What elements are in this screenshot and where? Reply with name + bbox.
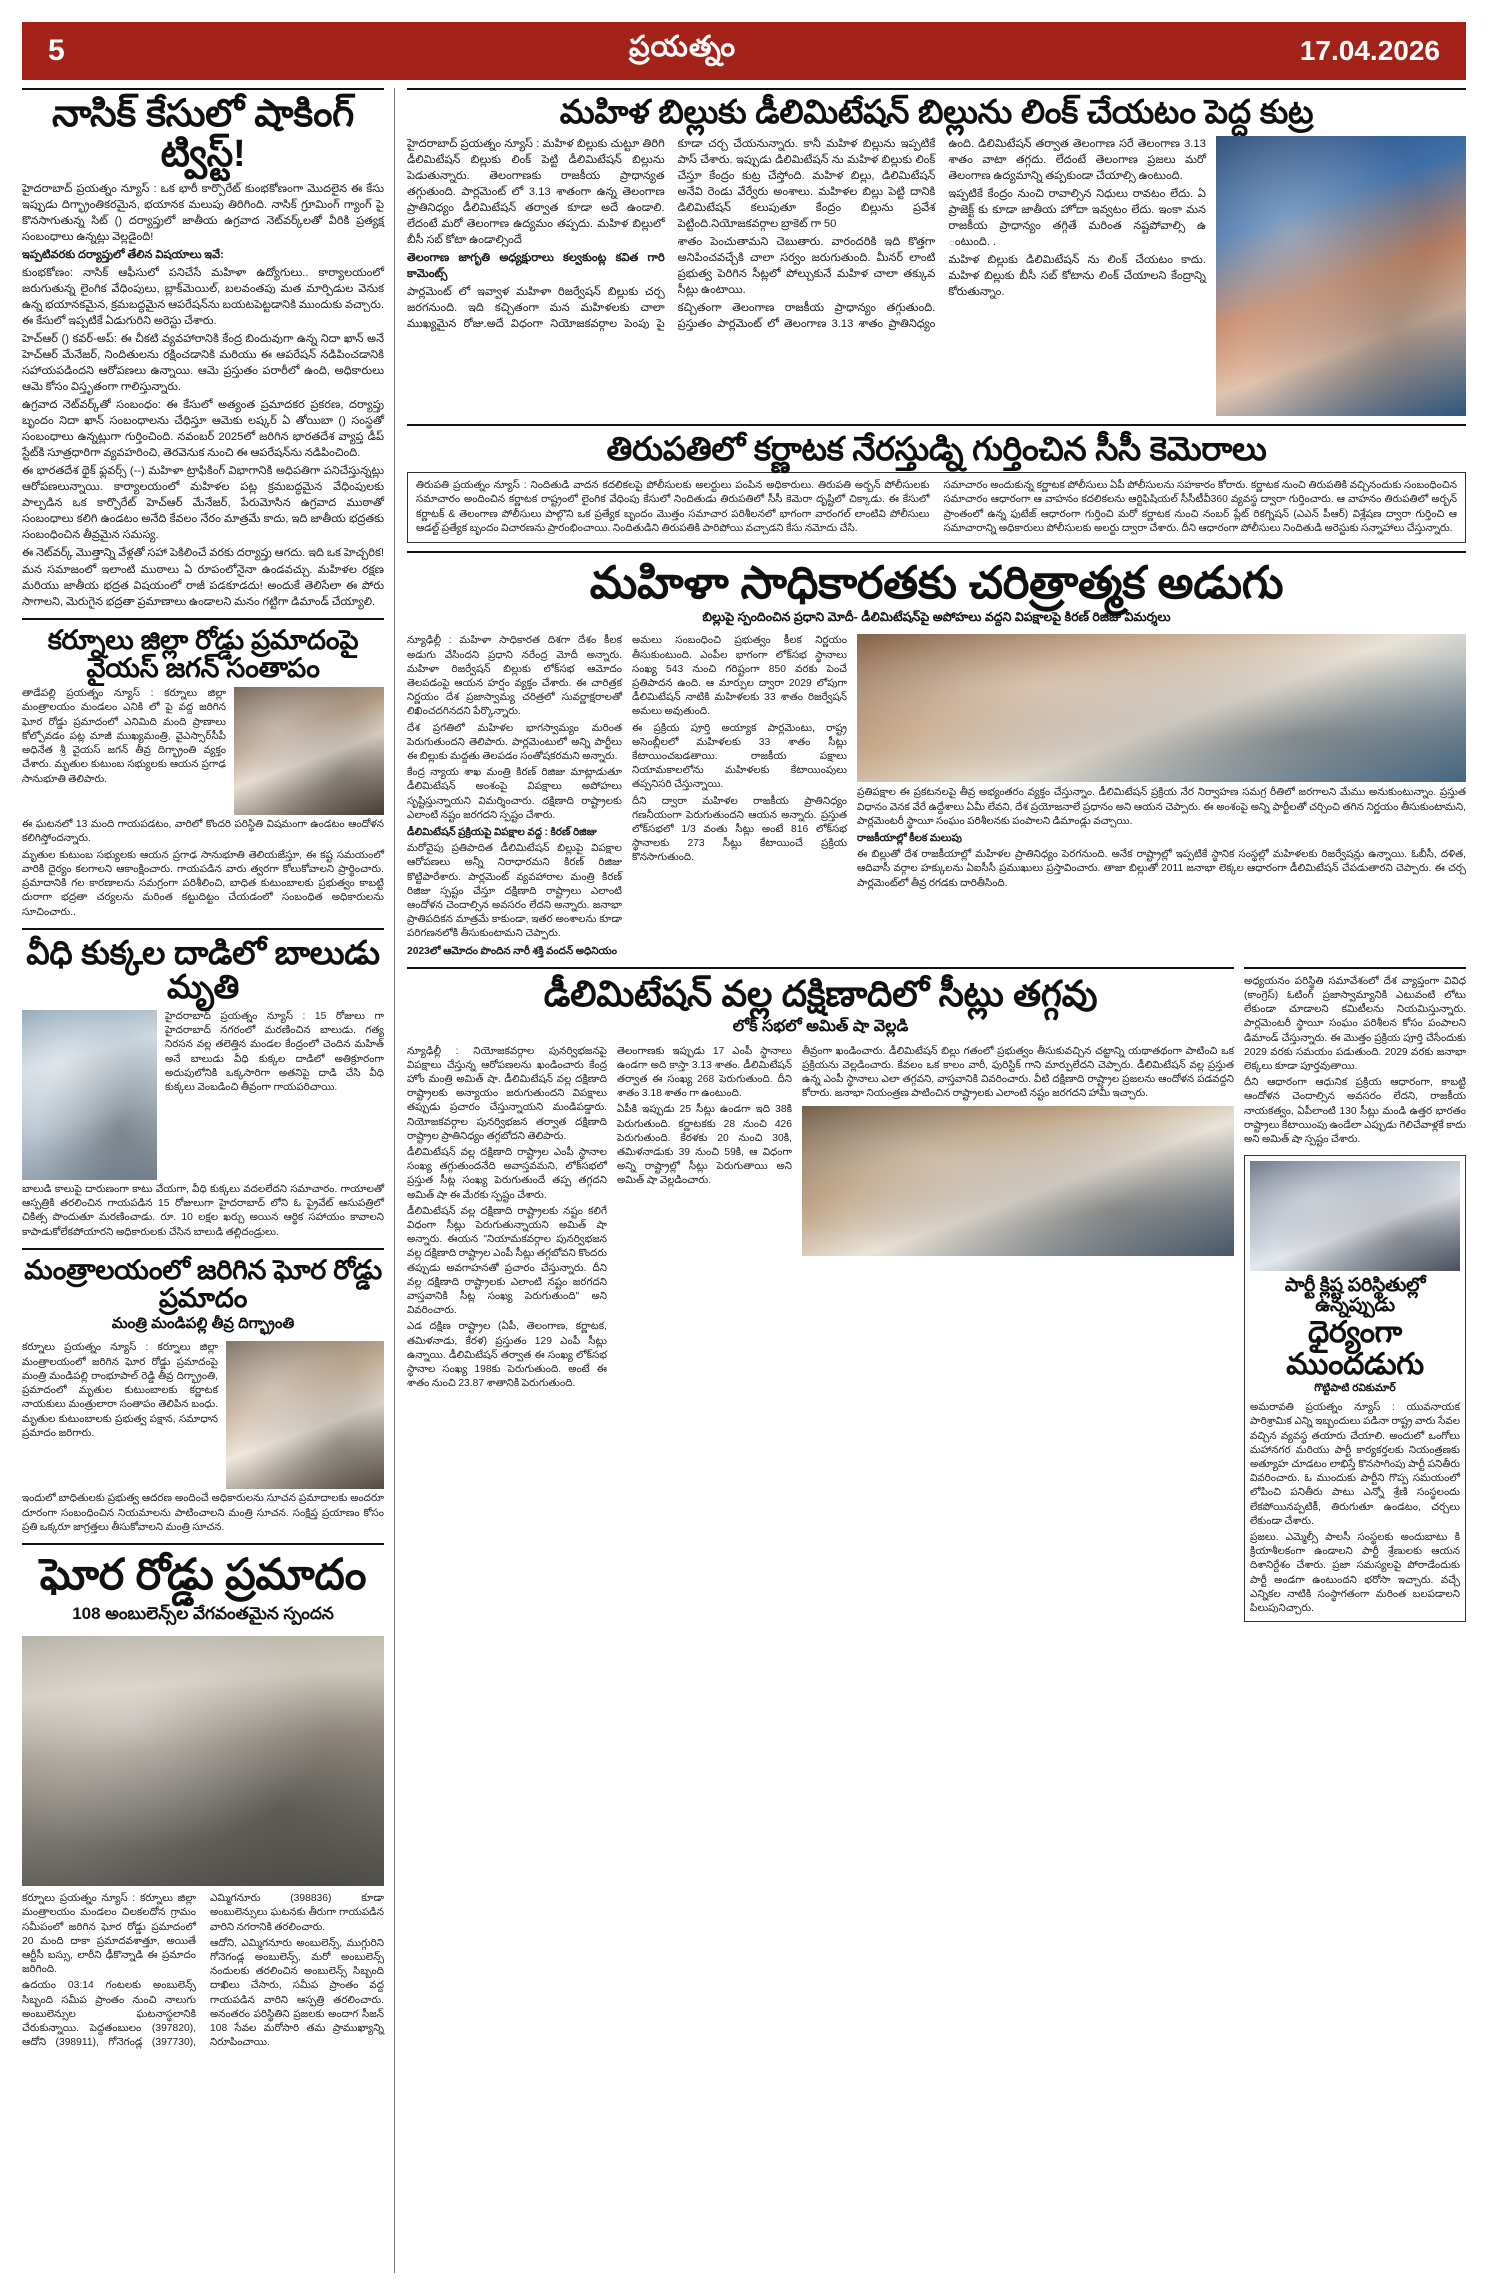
kurnool-headline: కర్నూలు జిల్లా రోడ్డు ప్రమాదంపై వైయస్ జగన్ సంతాపం: [47, 624, 359, 683]
delimitation-p4: ఎడ దక్షిణ రాష్ట్రాల (ఏపీ, తెలంగాణ, కర్ణాటక, తమిళనాడు, కేరళ) ప్రస్తుతం 129 ఎంపీ సీట్లు ఉన్నాయి. డీలిమిటేషన్ తర్వాత ఈ సంఖ్య లోక్‌సభ స్థానాల సంఖ్య 198కు పెరుగుతుంది. అంటే ఈ శాతం నుంచి 23.87 శాతానికి పెరుగుతుంది.: [407, 1321, 607, 1390]
ghora-body: [22, 1892, 384, 2050]
newspaper-page: [0, 22, 1488, 2279]
nashik-p3: ఉగ్రవాద నెట్‌వర్క్‌తో సంబంధం: ఈ కేసులో అత్యంత ప్రమాదకర ప్రకరణ, దర్యాప్తు బృందం నిదా ఖాన్ సంబంధాలను చేధిస్తూ ఆమెకు లష్కర్ ఏ తోయిబా () సంస్థతో సంబంధాలు ఉన్నట్లుగా గుర్తించింది. నవంబర్ 2025లో జరిగిన భారతదేశ వ్యాప్త డీప్ స్టేట్‌కి సూత్రధారిగా వ్యవహరించి, తెరవెనుక నుంచి ఈ ఆపరేషన్‌ను నడిపించింది.: [22, 399, 384, 460]
kurnool-dateline: తాడేపల్లి ప్రయత్నం న్యూస్ :: [22, 688, 154, 700]
delimitation-p3: డీలిమిటేషన్ వల్ల దక్షిణాది రాష్ట్రాలకు నష్టం కలిగే విధంగా సీట్లు పెరుగుతున్నాయని అమిత్ షా అన్నారు. ఈయన "నియామకవర్గాల పునర్విభజన వల్ల దక్షిణాది రాష్ట్రాల ఎంపీ సీట్లు తగ్గబోవని కొందరు తప్పుడు అవగాహనతో ప్రచారం చేస్తున్నారు. దీని వల్ల దక్షిణాది రాష్ట్రాలకు ఎలాంటి నష్టం జరగదని వాస్తవానికి సీట్ల సంఖ్య పెరుగుతుంది" అని వివరించారు.: [407, 1205, 607, 1317]
photo-kavitha: [1216, 136, 1466, 416]
delimitation-col3: [802, 1045, 1234, 1392]
tirupati-dateline: తిరుపతి ప్రయత్నం న్యూస్ :: [416, 480, 527, 492]
sadhikaratha-caption1: ప్రతిపక్షాల ఈ ప్రకటనలపై తీవ్ర అభ్యంతరం వ్యక్తం చేస్తున్నాం. డీలిమిటేషన్ ప్రక్రియ నేర నిర్వాహణ సమగ్ర రీతిలో జరగాలని మేము అనుకుంటున్నాం. ప్రస్తుత విధానం వెనక వేరే ఉద్దేశాలు ఏమీ లేవని, దేశ ప్రయోజనాలే ప్రధానం అని ఆయన చెప్పారు. ఈ అంశంపై అన్ని పార్టీలతో చర్చించి తగిన నిర్ణయం తీసుకుంటామని, పార్లమెంటరీ స్థాయీ సంఘం పరిశీలనకు పంపాలని డిమాండ్లు వచ్చాయి.: [857, 787, 1466, 827]
sadhikaratha-p1: మహిళా సాధికారత దిశగా దేశం కీలక అడుగు వేసిందని ప్రధాని నరేంద్ర మోదీ అన్నారు. మహిళా రిజర్వేషన్ బిల్లుకు లోక్‌సభ ఆమోదం తెలపడంపై ఆయన హర్షం వ్యక్తం చేశారు. ఈ చారిత్రక నిర్ణయం దేశ ప్రజాస్వామ్య చరిత్రలో సువర్ణాక్షరాలతో లిఖించదగినదని పేర్కొన్నారు.: [407, 635, 622, 718]
mahila-bill-p1: మహిళ బిల్లుకు చుట్టూ తిరిగి డీలిమిటేషన్ బిల్లుకు లింక్ పెట్టి డీలిమిటేషన్ బిల్లును పెడుతున్నారు. తెలంగాణకు రాజకీయ ప్రాధాన్యత తగ్గుతుంది. పార్లమెంట్ లో 3.13 శాతంగా ఉన్న తెలంగాణ ప్రాతినిధ్యం డీలిమిటేషన్ తర్వాత కూడా అదే ఉండాలి. లేదంటే మరో తెలంగాణ ఉద్యమం తప్పదు. మహిళ బిల్లులో బీసీ సబ్ కోటా ఉండాల్సిందే: [407, 137, 665, 246]
sadhikaratha-dateline: న్యూఢిల్లీ :: [407, 635, 452, 647]
ghora-subhead: 108 అంబులెన్స్‌ల వేగవంతమైన స్పందన: [72, 1604, 334, 1624]
tirupati-body-1: [416, 479, 930, 536]
delimitation-p2: డీలిమిటేషన్ వల్ల దక్షిణాది రాష్ట్రాల ఎంపీ స్థానాల సంఖ్య తగ్గుతుందనేది అవాస్తవమని, లోక్‌సభలో ప్రస్తుత సీట్ల సంఖ్య పెరుగుతుందే తప్ప తగ్గదని అమిత్ షా ఈ మేరకు స్పష్టం చేశారు.: [407, 1147, 607, 1201]
nashik-sub1: ఇప్పటివరకు దర్యాప్తులో తేలిన విషయాలు ఇవే:: [22, 248, 224, 261]
photo-ys-jagan: [234, 687, 384, 815]
mahila-bill-sub1: తెలంగాణ జాగృతి అధ్యక్షురాలు కల్వకుంట్ల కవిత గారి కామెంట్స్: [407, 251, 665, 280]
party-p1: అమరావతి ప్రయత్నం న్యూస్ : యువనాయక పారిశ్రామిక ఎన్ని ఇబ్బందులు పడినా రాష్ట్ర వారు సేవల వచ్చిన వ్యవస్థ తయారు చేయాలి. అందులో ఒంగోలు మహానగర మరియు పార్టీ కార్యకర్తలకు నియంత్రణకు అత్యూహ చూడటం లాభిస్తే కొనసాగింపు పార్టీ పనితీరు వివరించారు. ఓ ముందుకు పార్టీని గొప్ప సమయంలో లోపించి పనితీరు పాటు ఎన్నో శ్రేణి సంస్థలందు లేకపోయినప్పటికీ, తిరుగుతూ ఉండటం, చర్చలు లేకుండా చేశారు.: [1250, 1402, 1460, 1527]
article-ghora-road: [22, 1543, 384, 2050]
article-mahila-bill: [407, 88, 1466, 416]
sadhikaratha-p2: దేశ ప్రగతిలో మహిళల భాగస్వామ్యం మరింత పెరుగుతుందని తెలిపారు. పార్లమెంటులో అన్ని పార్టీలు ఈ బిల్లుకు మద్దతు తెలపడం సంతోషకరమని అన్నారు.: [407, 722, 622, 762]
delimitation-dateline: న్యూఢిల్లీ :: [407, 1045, 459, 1057]
delimitation-p7-wrap: [802, 1045, 1234, 1102]
party-headline1: పార్టీ క్లిష్ట పరిస్థితుల్లో ఉన్నప్పుడు: [1284, 1275, 1426, 1317]
article-veedhi-kukkalu: [22, 928, 384, 1240]
sadhikaratha-side-sub: డీలిమిటేషన్ ప్రక్రియపై విపక్షాల వద్ద : కిరణ్ రిజిజు: [407, 826, 597, 838]
mahila-bill-p5: ఇప్పటికే కేంద్రం నుంచి రావాల్సిన నిధులు రావటం లేదు. ఏ ప్రాజెక్ట్ కు కూడా జాతీయ హోదా ఇవ్వటం లేదు. ఇంకా మన రాజకీయ ప్రాధాన్యం తగ్గితే మరింత నష్టపోవాల్సి ఉ ంటుంది. .: [948, 187, 1206, 248]
far-right-column: [1244, 967, 1466, 1622]
kurnool-p1: కర్నూలు జిల్లా మంత్రాలయం మండలం ఎనికి లో పై వద్ద జరిగిన ఘోర రోడ్డు ప్రమాదంలో ఎనిమిది మంది ప్రాణాలు కోల్పోవడం పట్ల మాజీ ముఖ్యమంత్రి, వైఎస్సార్‌సీపీ అధినేత శ్రీ వైయస్ జగన్ తీవ్ర దిగ్భ్రాంతి వ్యక్తం చేశారు. మృతుల కుటుంబ సభ్యులకు ఆయన ప్రగాఢ సానుభూతి తెలిపారు.: [22, 688, 226, 785]
tirupati-body-2: [944, 479, 1458, 536]
masthead-date: 17.04.2026: [1299, 35, 1440, 66]
article-delimitation: [407, 967, 1234, 1622]
kurnool-p2: ఈ ఘటనలో 13 మంది గాయపడటం, వారిలో కొందరి పరిస్థితి విషమంగా ఉండటం ఆందోళన కలిగిస్తోందన్నారు.: [22, 819, 384, 845]
party-headline2: ధైర్యంగా ముందడుగు: [1286, 1316, 1424, 1381]
nashik-p1: కుంభకోణం: నాసిక్ ఆఫీసులో పనిచేసే మహిళా ఉద్యోగులు.. కార్యాలయంలో జరుగుతున్న లైంగిక వేధింపులు, బ్లాక్‌మెయిల్, బలవంతపు మత మార్పిడుల వెనుక ఉన్న భయానకమైన, క్రమబద్ధమైన ఆపరేషన్‌ను బయటపెట్టడానికి ముందుకు వచ్చారు. ఈ కేసులో ఇప్పటికే ఏడుగురిని అరెస్టు చేశారు.: [22, 266, 385, 328]
photo-kiren-rijiju: [857, 634, 1466, 782]
veedhi-headline: వీధి కుక్కల దాడిలో బాలుడు మృతి: [26, 933, 380, 1006]
delimitation-p5: తెలంగాణకు ఇప్పుడు 17 ఎంపీ స్థానాలు ఉండగా అది కాస్తా 3.13 శాతం. డీలిమిటేషన్ తర్వాత ఈ సంఖ్య 268 పెరుగుతుంది. దీని శాతం 3.18 శాతం గా ఉంటుంది.: [617, 1045, 792, 1100]
delimitation-subhead: లోక్ సభలో అమిత్ షా వెల్లడి: [732, 1017, 909, 1035]
nashik-body: [22, 181, 384, 610]
sadhikaratha-side-p: మరోవైపు ప్రతిపాదిత డీలిమిటేషన్ బిల్లుపై విపక్షాల ఆరోపణలు అన్నీ నిరాధారమని కిరణ్ రిజిజు కొట్టిపారేశారు. పార్లమెంట్ వ్యవహారాల మంత్రి కిరణ్ రిజిజు స్పష్టం చేస్తూ దక్షిణాది రాష్ట్రాలు ఎలాంటి ఆందోళన చెందాల్సిన అవసరం లేదని అన్నారు. జనాభా ప్రాతిపదికన మాత్రమే కాకుండా, ఇతర అంశాలను కూడా పరిగణనలోకి తీసుకుంటామని చెప్పారు.: [407, 843, 622, 940]
sadhikaratha-col1: [407, 634, 622, 958]
sadhikaratha-col3: [857, 634, 1466, 958]
delimitation-sidebar: [1244, 967, 1466, 1147]
mahila-bill-p2: పార్లమెంట్ లో ఇవ్వాళ మహిళా రిజర్వేషన్ బిల్లుకు చర్చ జరగనుంది. ఇది కచ్చితంగా మన మహిళలకు చాలా ముఖ్యమైన రోజు.అదే విధంగా నియోజకవర్గాల పెంపు పై కూడా చర్చ చేయనున్నారు. కానీ మహిళ బిల్లును ఇప్పటికే పాస్ చేశారు. ఇప్పుడు డిలిమిటేషన్ ను మహిళ బిల్లుకు లింక్ చేస్తూ కేంద్రం కుట్ర చేస్తోంది. మహిళ బిల్లు, డిలిమిటేషన్ అనేవి రెండు వేర్వేరు అంశాలు. మహిళల బిల్లు పెట్టి దానికి డిలిమిటేషన్ కలుపుతూ కేంద్రం బిల్లును ప్రవేశ పెట్టింది.నియోజకవర్గాల బ్రాకెట్ గా 50: [407, 137, 936, 330]
photo-boy: [22, 1010, 157, 1180]
article-kurnool: [22, 618, 384, 920]
mahila-bill-p4: కచ్చితంగా తెలంగాణ రాజకీయ ప్రాధాన్యం తగ్గుతుంది. ప్రస్తుతం పార్లమెంట్ లో తెలంగాణ 3.13 శాతం ప్రాతినిధ్యం ఉంది. డిలిమిటేషన్ తర్వాత తెలంగాణ సరే తెలంగాణ 3.13 శాతం వాటా తగ్గదు. లేదంటే తెలంగాణ ప్రజలు మరో తెలంగాణ ఉద్యమాన్ని తప్పకుండా చేయాల్సి ఉంటుంది.: [677, 137, 1206, 330]
photo-amit-shah: [802, 1106, 1234, 1256]
tirupati-box: [407, 472, 1466, 543]
delimitation-p9: దీని ఆధారంగా ఆధునిక ప్రక్రియ ఆధారంగా, కాబట్టి ఆందోళన చెందాల్సిన అవసరం లేదని, రాజకీయ నాయకత్వం, ఏపీలాంటి 130 సీట్లు మండి ఉత్తర భారతం రాష్ట్రాలు కేటాయింపు ఉండేలా ఎప్పుడు గెలిచేవాళ్లకే కాదు అని అమిత్ షా స్పష్టం చేశారు.: [1244, 1077, 1467, 1146]
sadhikaratha-headline: మహిళా సాధికారతకు చరిత్రాత్మక అడుగు: [589, 557, 1284, 609]
ghora-p3: ఆదోని, ఎమ్మిగనూరు అంబులెన్స్, ముగ్గురిని గోనెగండ్ల అంబులెన్స్, మరో అంబులెన్స్ నందులకు తరలించిన అంబులెన్స్ సిబ్బంది దాఖిలు చేసారు, సమీప ప్రాంతం వద్ద గాయపడిన వారిని ఆస్పత్రి తరలించారు. అనంతరం పరిస్థితిని ప్రజలకు అందాగ సీజన్ 108 సేవల మరోసారి తమ ప్రాముఖ్యాన్ని నిరూపించాయి.: [210, 1937, 384, 2049]
tirupati-p2: సమాచారం అందుకున్న కర్ణాటక పోలీసులు ఏపీ పోలీసులను సహకారం కోరారు. కర్ణాటక నుంచి తిరుపతికి వచ్చినందుకు సంబంధించిన సమాచారం ఆధారంగా ఆ వాహనం కదలికలను ఆర్టిఫిషియల్ సీసీటీవీ360 వ్యవస్థ ద్వారా గుర్తించారు. ఆ వాహనం తిరుపతిలో అర్బన్ ప్రాంతంలో ఉన్న ఫుటేజ్ ఆధారంగా గుర్తించి మరో కర్ణాటక నుంచి నంబర్ ప్లేట్ రికగ్నిషన్ (ఎఎన్ పీఆర్) విశ్లేషణ ద్వారా గుర్తించి ఆ సమాచారాన్ని అధికారులు పోలీసులకు అలర్టు ద్వారా చేశారు. దీని ఆధారంగా పోలీసులు నిందితుడి అరెస్టుకు సన్నాహాలు చేస్తున్నారు.: [943, 480, 1457, 534]
sadhikaratha-caption2: ఈ బిల్లుతో దేశ రాజకీయాల్లో మహిళల ప్రాతినిధ్యం పెరగనుంది. అనేక రాష్ట్రాల్లో ఇప్పటికే స్థానిక సంస్థల్లో మహిళలకు రిజర్వేషన్లు ఉన్నాయి. ఓబీసీ, దళిత, ఆదివాసీ వర్గాల హక్కులను ఏఐసీసీ ప్రముఖులు ప్రస్తావించారు. తాజా బిల్లుతో 2011 జనాభా లెక్కల ఆధారంగా డీలిమిటేషన్ చేపడుతారని చెప్పారు. ఈ చర్చ పార్లమెంట్‌లో తీవ్ర రగడకు దారితీసింది.: [857, 849, 1466, 889]
party-body: [1250, 1401, 1460, 1616]
right-column: [394, 88, 1466, 2273]
veedhi-p2: బాలుడి కాలుపై దారుణంగా కాటు వేయగా, వీధి కుక్కలు వదలలేదని సమాచారం. గాయాలతో ఆస్పత్రికి తరలించిన గాయపడిన 15 రోజులుగా హైదరాబాద్ లోని ఓ ప్రైవేట్ ఆసుపత్రిలో చికిత్స పొందుతూ మరణించాడు. రూ. 10 లక్షల ఖర్చు అయిన ఆర్థిక సహాయం కావాలని కాపాడుకోలేకపోయారని అధికారులకు చేసిన బాలుడి తల్లిదండ్రులు.: [22, 1183, 384, 1238]
kurnool-p3: మృతుల కుటుంబ సభ్యులకు ఆయన ప్రగాఢ సానుభూతి తెలియజేస్తూ, ఈ కష్ట సమయంలో వారికి దైర్యం కలగాలని ఆకాంక్షించారు. గాయపడిన వారు త్వరగా కోలుకోవాలని ప్రార్థించారు. ప్రమాదానికి గల కారణాలను సమగ్రంగా పరిశీలించి, బాధిత కుటుంబాలకు ప్రభుత్వం కాబట్టి దురాగా భద్రతా చర్యలను మరింత కట్టుదిట్టం చేయడంలో సంబంధిత అధికారులను సూచించారు..: [22, 849, 384, 918]
photo-minister: [226, 1341, 384, 1489]
mantralayam-body2: [22, 1492, 384, 1535]
ghora-dateline: కర్నూలు ప్రయత్నం న్యూస్ :: [22, 1893, 136, 1905]
article-party-klishta: [1244, 1155, 1466, 1622]
mahila-bill-dateline: హైదరాబాద్ ప్రయత్నం న్యూస్ :: [407, 137, 540, 150]
kurnool-body-rest: [22, 818, 384, 919]
delimitation-col2: [617, 1045, 792, 1392]
mantralayam-headline: మంత్రాలయంలో జరిగిన ఘోర రోడ్డు ప్రమాదం: [24, 1254, 382, 1314]
left-column: [22, 88, 394, 2273]
mantralayam-dateline: కర్నూలు ప్రయత్నం న్యూస్ :: [22, 1342, 149, 1354]
page-number: 5: [48, 34, 66, 67]
veedhi-body: [165, 1010, 384, 1180]
sadhikaratha-p5: ఈ ప్రక్రియ పూర్తి అయ్యాక పార్లమెంటు, రాష్ట్ర అసెంబ్లీలలో మహిళలకు 33 శాతం సీట్లు కేటాయించబడతాయి. రాజకీయ పక్షాలు నియామకాలలోను మహిళలకు కేటాయింపులు తప్పనిసరి చేస్తున్నాయి.: [632, 722, 847, 791]
party-credit: గొట్టిపాటి రవికుమార్: [1314, 1382, 1396, 1395]
mantralayam-subhead: మంత్రి మండిపల్లి తీవ్ర దిగ్భ్రాంతి: [111, 1315, 295, 1333]
photo-road-accident: [22, 1636, 384, 1886]
sadhikaratha-row: [407, 634, 1466, 958]
kurnool-body-left: [22, 687, 226, 815]
photo-ravikumar: [1250, 1161, 1460, 1271]
article-nashik: [22, 88, 384, 610]
nashik-dateline: హైదరాబాద్ ప్రయత్నం న్యూస్ :: [22, 182, 157, 195]
veedhi-p1: 15 రోజులు గా హైదరాబాద్ నగరంలో మరణించిన బాలుడు. గత్య నిరసన వల్ల తలెత్తిన మండల కేంద్రంలో చెందిన మహిత్ అనే బాలుడు వీధి కుక్కల దాడిలో అతిక్రూరంగా అదుపులోనికి ఒక్కసారిగా అతనిపై దాడి చేసి వీధి కుక్కలు వెంబడించి తీవ్రంగా గాయపరిచాయి.: [165, 1010, 384, 1093]
ghora-headline: ఘోర రోడ్డు ప్రమాదం: [39, 1551, 367, 1600]
nashik-p4: ఈ భారతదేశ థైక్ ఫ్లవర్స్ (--) మహిళా ట్రాఫికింగ్ విభాగానికి అధిపతిగా పనిచేస్తున్నట్లు ఆరోపణలున్నాయి. కార్యాలయంలో మహిళల పట్ల క్రమబద్ధమైన వేధింపులకు పాల్పడిన ఒక కార్పొరేట్ హెచ్ఆర్ మేనేజర్, పేరుమోసిన ఉగ్రవాద ముఠాతో సంబంధాలు కలిగి ఉండటం అనేది కేవలం నేరం మాత్రమే కాదు, ఇది జాతీయ భద్రతకు సంబంధించిన తీవ్రమైన సమస్య.: [22, 465, 384, 542]
delimitation-p8: అధ్యయనం పరిస్థితి సమావేశంలో దేశ వ్యాప్తంగా వివిధ (కాంగ్రెస్) ఓటింగ్ ప్రజాస్వామ్యానికి ఎటువంటి లోటు లేకుండా చూడాలని కమిటీలను నియమిస్తున్నారు. పార్లమెంటరీ స్థాయీ సంఘం పరిశీలన కోసం పంపాలని డిమాండ్ చేస్తున్నారు. ఈ మొత్తం ప్రక్రియ పూర్తి చేసేందుకు 2029 వరకు సమయం పడుతుంది. 2029 వరకు జనాభా లెక్కలు కూడా పూర్తవుతాయి.: [1244, 975, 1466, 1073]
delimitation-headline: డీలిమిటేషన్ వల్ల దక్షిణాదిలో సీట్లు తగ్గవు: [543, 972, 1098, 1014]
tirupati-p1: నిందితుడి వాదన కదలికలపై పోలీసులకు అలర్టులు పంపిన అధికారులు. తిరుపతి అర్బన్ పోలీసులకు సమాచారం అందించిన కర్ణాటక రాష్ట్రంలో లైంగిక వేధింపు కేసులో నిందితుడు తిరుపతిలో సీసీ కెమెరా దృష్టిలో చిక్కాడు. ఈ కేసులో కర్ణాటక్ & తెలంగాణ పోలీసులు పాల్గొని ఒక ప్రత్యేక బృందం మొత్తం సమాచార పరిశీలనలో భాగంగా వారంగల్ లాంటివి పోలీసులు ఆడల్ట్ ప్రత్యేక బృందం విచారణను ప్రారంభించాయి. నిందితుడిని తిరుపతికి పారిపోయి వచ్చాడని కేసు నమోదు చేసి.: [416, 480, 930, 534]
sadhikaratha-p4: అమలు సంబంధించి ప్రభుత్వం కీలక నిర్ణయం తీసుకుంటుంది. ఎంపీల భాగంగా లోక్‌సభ స్థానాలు సంఖ్య 543 నుంచి గరిష్టంగా 850 వరకు పెంచే ప్రతిపాదన ఉంది. ఆ మార్పుల ద్వారా 2029 లోపుగా డీలిమిటేషన్ నాటికి మహిళలకు 33 శాతం రిజర్వేషన్ అమలు అవుతుంది.: [632, 635, 847, 718]
nashik-headline: నాసిక్ కేసులో షాకింగ్ ట్విస్ట్!: [51, 93, 355, 175]
mantralayam-p2: ఇందులో బాధితులకు ప్రభుత్వ ఆదరణ అందించే అధికారులను సూచన ప్రమాదాలకు అందరూ దూరంగా సంబంధించిన నియమాలను పాటించాలని మంత్రి సూచన. సంక్షిప్త ప్రయాణం కోసం ప్రతి ఒక్కరూ జాగ్రత్తలు తీసుకోవాలని మంత్రి సూచన.: [22, 1493, 384, 1533]
tirupati-headline: తిరుపతిలో కర్ణాటక నేరస్తుడ్ని గుర్తించిన సీసీ కెమెరాలు: [606, 429, 1267, 467]
article-mantralayam: [22, 1248, 384, 1535]
masthead: [22, 22, 1466, 80]
delimitation-p7: తీవ్రంగా ఖండించారు. డీలిమిటేషన్ బిల్లు గతంలో ప్రభుత్వం తీసుకువచ్చిన చట్టాన్ని యథాతథంగా పాటించి ఒక ప్రక్రియను వెల్లడించారు. కేవలం ఒక కాలం వారీ, ఫురిస్టిక్ గాని మార్పులేదని చెప్పారు. డీలిమిటేషన్ వల్ల ప్రస్తుత ఉన్న ఎంపీ స్థానాలు ఎలా తగ్గవని, వాస్తవానికి వివరించారు. వీటి దక్షిణాది రాష్ట్రాల ప్రజలను ఆందోళన పడవద్దని కోరారు. జనాభా నియంత్రణ పాటించిన రాష్ట్రాలకు ఎలాంటి నష్టం జరగదని హామీ ఇచ్చారు.: [802, 1045, 1234, 1100]
nashik-p5: ఈ నెట్‌వర్క్ మొత్తాన్ని వేళ్లతో సహా పెకిలించే వరకు దర్యాప్తు ఆగదు. ఇది ఒక హెచ్చరిక! మన సమాజంలో ఇలాంటి ముఠాలు ఏ రూపంలోనైనా ఉండవచ్చు. మహిళల రక్షణ మరియు జాతీయ భద్రత విషయంలో రాజీ పడకూడదు! అందుకే తెలిసేలా ఈ పోరు సాగాలని, మెరుగైన భద్రతా ప్రమాణాలు ఉండాలని మనం గట్టిగా డిమాండ్ చేయ్యాలి.: [22, 547, 384, 608]
mahila-bill-p3: శాతం పెంచుతామని చెబుతారు. వారందరికి ఇది కొత్తగా అనిపించవచ్చేకి చాలా సర్వం జరుగుతుంది. మీనర్ లాంటి ప్రభుత్వ పెరిగిన సీట్లలో పోల్చుకునే మహిళ చాలా తక్కువ సీట్లు ఉంటాయి.: [677, 235, 936, 296]
sadhikaratha-subhead: బిల్లుపై స్పందించిన ప్రధాని మోదీ- డీలిమిటేషన్‌పై అపోహలు వద్దని విపక్షాలపై కిరణ్ రిజిజు విమర్శలు: [702, 610, 1171, 625]
masthead-title: ప్రయత్నం: [628, 31, 737, 63]
mahila-bill-body: [407, 136, 1206, 416]
delimitation-p6: ఏపీకి ఇప్పుడు 25 సీట్లు ఉండగా ఇది 38కి పెరుగుతుంది. కర్ణాటకకు 28 నుంచి 426 పెరుగుతుంది. కేరళకు 20 నుంచి 30కి, తమిళనాడుకు 39 నుంచి 59కి, ఆ విధంగా అన్ని రాష్ట్రాల్లో సీట్లు పెరుగుతాయి అని అమిత్ షా వెల్లడించారు.: [617, 1104, 792, 1187]
veedhi-dateline: హైదరాబాద్ ప్రయత్నం న్యూస్ :: [165, 1010, 306, 1022]
delimitation-col1: [407, 1045, 607, 1392]
veedhi-body2: [22, 1183, 384, 1240]
bottom-row: [407, 967, 1466, 1622]
mahila-bill-p6: మహిళ బిల్లుకు డిలిమిటేషన్ ను లింక్ చేయటం కాదు. మహిళ బిల్లుకు బీసీ సబ్ కోటాను లింక్ చేయాలని కేంద్రాన్ని కోరుతున్నాం.: [948, 253, 1206, 298]
party-p2: ప్రజలు. ఎమ్మెల్సీ పాలసీ సంస్థలకు అందుబాటు కి క్రియాశీలకంగా ఉండాలని పార్టీ శ్రేణులకు ఆయన దిశానిర్దేశం చేశారు. ప్రజా సమస్యలపై పోరాడేందుకు పార్టీ అండగా ఉంటుందని భరోసా ఇచ్చారు. వచ్చే ఎన్నికల నాటికి సంస్థాగతంగా మరింత బలపడాలని పిలుపునిచ్చారు.: [1250, 1531, 1460, 1614]
sadhikaratha-col2: [632, 634, 847, 958]
delimitation-p1: నియోజకవర్గాల పునర్విభజనపై విపక్షాలు చేస్తున్న ఆరోపణలను ఖండించారు కేంద్ర హోం మంత్రి అమిత్ షా. డీలిమిటేషన్ వల్ల దక్షిణాది రాష్ట్రాలకు అన్యాయం జరుగుతుందని విపక్షాలు తప్పుడు ప్రచారం చేస్తున్నాయని మండిపడ్డారు. నియోజకవర్గాల పునర్విభజన తర్వాత దక్షిణాది రాష్ట్రాల ప్రాతినిధ్యం తగ్గబోదని తెలిపారు.: [407, 1045, 607, 1142]
sadhikaratha-sub2: రాజకీయాల్లో కీలక మలుపు: [857, 832, 962, 844]
sadhikaratha-p6: దీని ద్వారా మహిళల రాజకీయ ప్రాతినిధ్యం గణనీయంగా పెరుగుతుందని ఆయన అన్నారు. ప్రస్తుత లోక్‌సభలో 1/3 వంతు సీట్లు అంటే 816 లోక్‌సభ స్థానాలకు 273 సీట్లు కేటాయించే ప్రక్రియ కొనసాగుతుంది.: [632, 795, 847, 864]
mantralayam-body: [22, 1341, 218, 1489]
main-grid: [22, 88, 1466, 2273]
nashik-p2: హెచ్ఆర్ () కవర్-అప్: ఈ చీకటి వ్యవహారానికి కేంద్ర బిందువుగా ఉన్న నిదా ఖాన్ అనే హెచ్ఆర్ మేనేజర్, నిందితులను రక్షించడానికి మరియు ఈ ఆపరేషన్ నడిపించడానికి సహాయపడిందని ఆరోపణలు ఉన్నాయి. ఆమె ప్రస్తుతం పరారీలో ఉంది, అధికారులు ఆమె కోసం విస్తృతంగా గాలిస్తున్నారు.: [22, 333, 384, 394]
article-mahila-sadhikaratha: [407, 551, 1466, 959]
sadhikaratha-side-p2: 2023లో ఆమోదం పొందిన నారీ శక్తి వందన్ అధినియం: [407, 945, 617, 957]
ghora-p2: ఉదయం 03:14 గంటలకు అంబులెన్స్ సిబ్బంది సమీప ప్రాంతం నుంచి నాలుగు అంబులెన్సుల ఘటనాస్థలానికి చేరుకున్నాయి. పెద్దతంబులం (397820), ఆదోని (398911), గోనెగండ్ల (397730), ఎమ్మిగనూరు (398836) కూడా అంబులెన్సులు ఘటనకు తీరుగా గాయపడిన వారిని నగరానికి తరలించారు.: [22, 1893, 384, 2049]
nashik-lead: ఒక భారీ కార్పొరేట్ కుంభకోణంగా మొదలైన ఈ కేసు ఇప్పుడు దిగ్భ్రాంతికరమైన, భయానక మలుపు తిరిగింది. నాసిక్ గ్రూమింగ్ గ్యాంగ్ పై కొనసాగుతున్న సిట్ () దర్యాప్తులో జాతీయ ఉగ్రవాద నెట్‌వర్క్‌లతో వీరికి ప్రత్యక్ష సంబంధాలు ఉన్నట్లు వెల్లడైంది!: [22, 182, 385, 243]
ghora-p1: కర్నూలు జిల్లా మంత్రాలయం మండలం చిలకలదోన గ్రామం సమీపంలో జరిగిన ఘోర రోడ్డు ప్రమాదంలో 20 మంది దాకా ప్రమాదవశాత్తూ, అయితే ఆర్టీసీ బస్సు, లారీని ఢీకొన్నాడి ఈ ప్రమాదం జరిగింది.: [22, 1893, 196, 1976]
mantralayam-p1: కర్నూలు జిల్లా మంత్రాలయంలో జరిగిన ఘోర రోడ్డు ప్రమాదంపై మంత్రి మండిపల్లి రాంభూపాల్ రెడ్డి తీవ్ర దిగ్భ్రాంతి, ప్రమాదంలో మృతుల కుటుంబాలకు కర్ణాటక నాయకులు మంత్రులారా సంతాపం తెలిపిన బంధు. మృతుల కుటుంబాలకు ప్రభుత్వ పక్షాన, సమాధాన ప్రమాదం జరిగారు.: [22, 1342, 219, 1439]
article-tirupati: [407, 424, 1466, 543]
sadhikaratha-p3: కేంద్ర న్యాయ శాఖ మంత్రి కిరణ్ రిజిజు మాట్లాడుతూ డీలిమిటేషన్ అంశంపై విపక్షాలు అపోహలు సృష్టిస్తున్నాయని విమర్శించారు. దక్షిణాది రాష్ట్రాలకు ఎలాంటి నష్టం జరగదని స్పష్టం చేశారు.: [407, 767, 622, 821]
mahila-bill-headline: మహిళ బిల్లుకు డీలిమిటేషన్ బిల్లును లింక్ చేయటం పెద్ద కుట్ర: [559, 93, 1314, 130]
